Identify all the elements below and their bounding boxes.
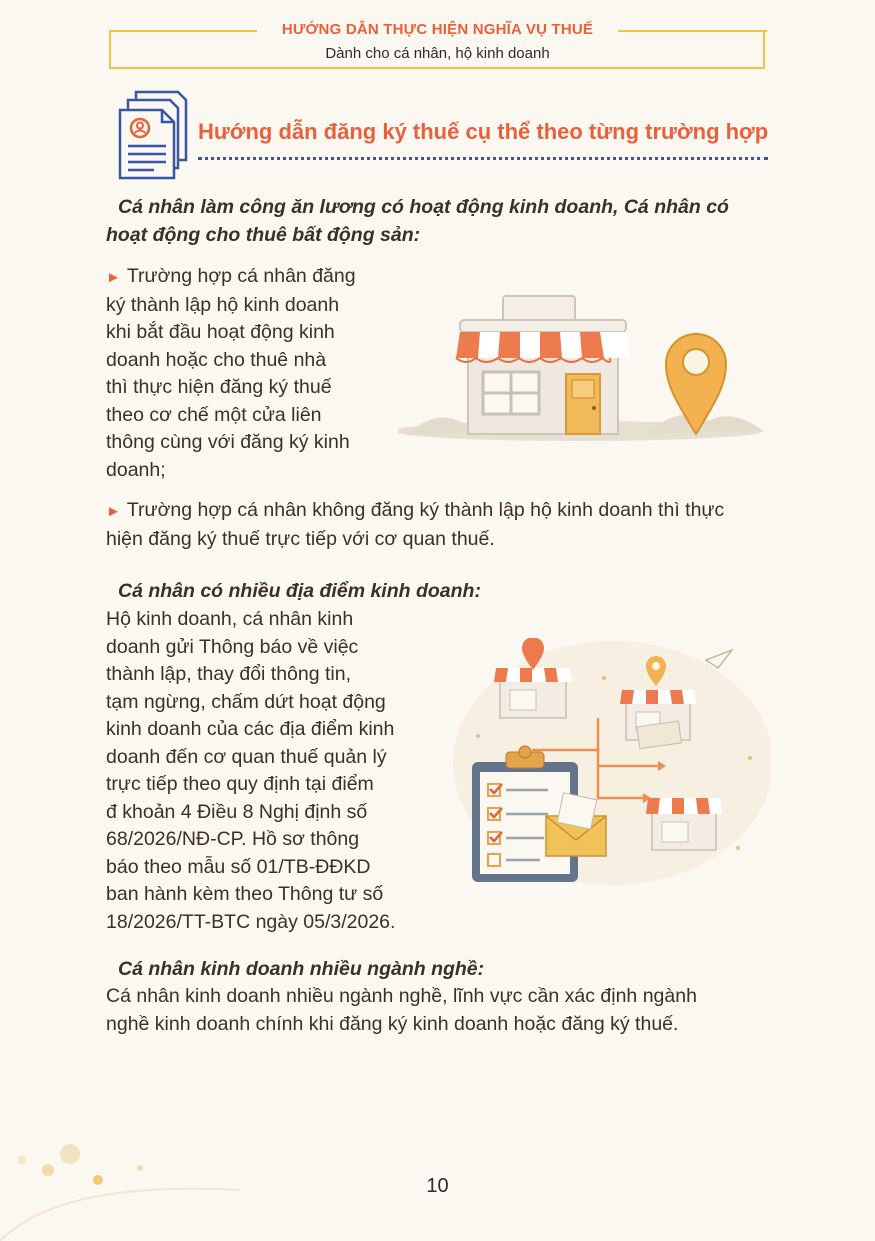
case2-heading: Cá nhân có nhiều địa điểm kinh doanh: [118, 580, 481, 602]
header-subtitle: Dành cho cá nhân, hộ kinh doanh [325, 45, 550, 62]
document-person-icon [118, 88, 190, 180]
section-dotted-rule [198, 157, 768, 160]
header-title: HƯỚNG DẪN THỰC HIỆN NGHĨA VỤ THUẾ [281, 21, 594, 38]
bullet-arrow-icon: ► [106, 269, 121, 286]
section-title: Hướng dẫn đăng ký thuế cụ thể theo từng trường hợp [198, 119, 769, 144]
multiple-stores-clipboard-illustration [448, 638, 770, 888]
case1-list-item-1: ► Trường hợp cá nhân đăng ký thành lập hộ kinh doanh khi bắt đầu hoạt động kinh doanh hoặc cho thuê nhà thì thực hiện đăng ký thuế theo cơ chế một cửa liên thông cùng với đăng ký kinh doanh; [106, 265, 356, 481]
case1-heading-line2: hoạt động cho thuê bất động sản: [106, 224, 421, 246]
case2-paragraph: Hộ kinh doanh, cá nhân kinh doanh gửi Thông báo về việc thành lập, thay đổi thông tin, tạm ngừng, chấm dứt hoạt động kinh doanh của các địa điểm kinh doanh đến cơ quan thuế quản lý trực tiếp theo quy định tại điểm đ khoản 4 Điều 8 Nghị định số 68/2026/NĐ-CP. Hồ sơ thông báo theo mẫu số 01/TB-ĐĐKD ban hành kèm theo Thông tư số 18/2026/TT-BTC ngày 05/3/2026. [106, 608, 396, 933]
case3-paragraph: Cá nhân kinh doanh nhiều ngành nghề, lĩnh vực cần xác định ngành nghề kinh doanh chính khi đăng ký kinh doanh hoặc đăng ký thuế. [106, 985, 697, 1035]
page-number: 10 [426, 1175, 449, 1197]
bullet-arrow-icon: ► [106, 503, 121, 520]
storefront-location-pin-illustration [398, 286, 768, 441]
case3-heading: Cá nhân kinh doanh nhiều ngành nghề: [118, 958, 485, 980]
case1-list-item-2: ► Trường hợp cá nhân không đăng ký thành lập hộ kinh doanh thì thực hiện đăng ký thuế trực tiếp với cơ quan thuế. [106, 499, 725, 550]
case1-heading-line1: Cá nhân làm công ăn lương có hoạt động kinh doanh, Cá nhân có [118, 196, 729, 218]
